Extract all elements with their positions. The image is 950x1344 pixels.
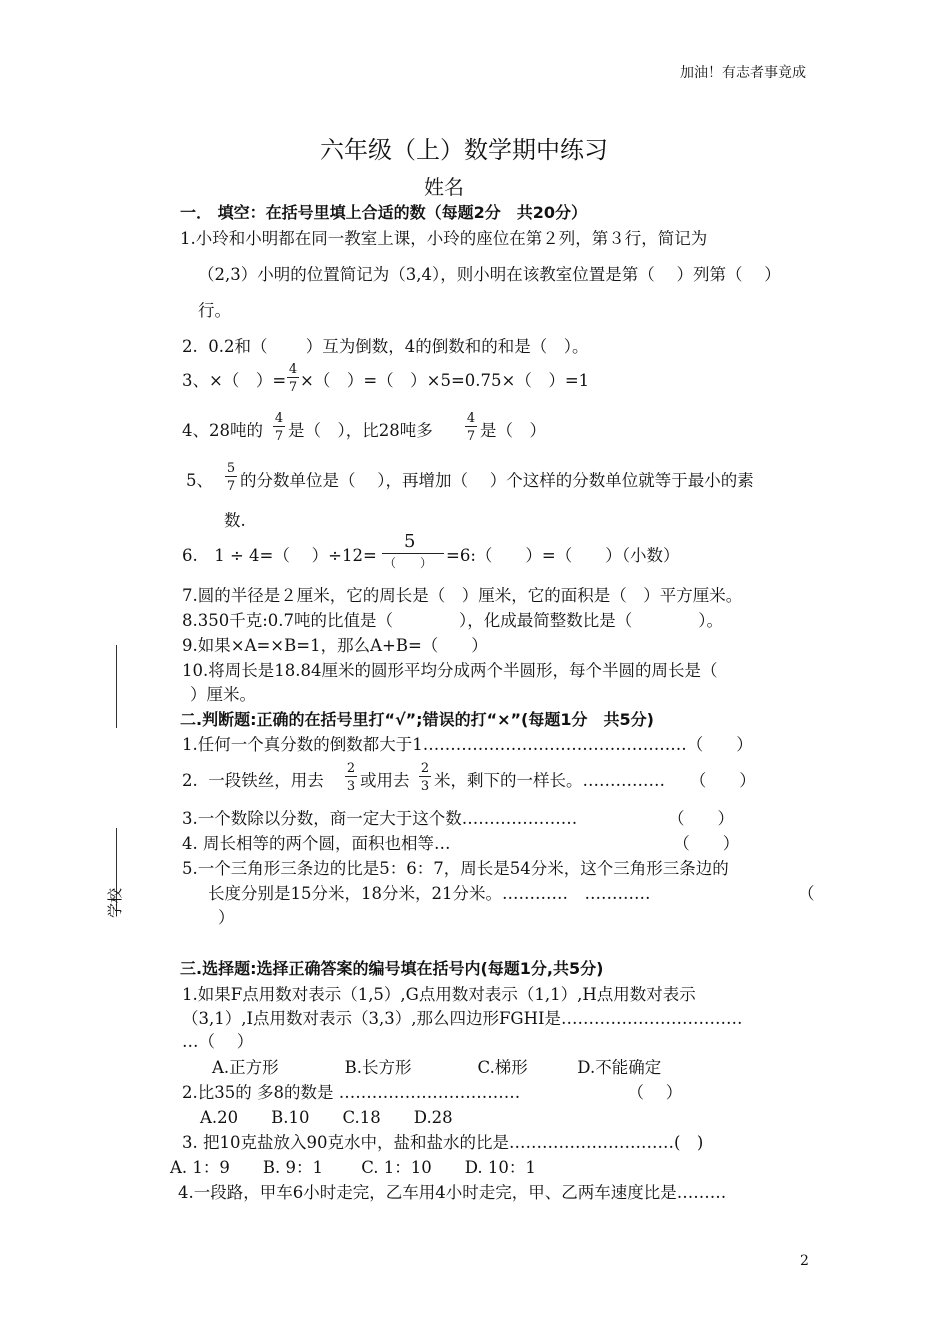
section3-heading: 三.选择题:选择正确答案的编号填在括号内(每题1分,共5分) [180, 959, 604, 978]
s1-q6-fraction-numerator: 5 [404, 531, 416, 552]
s1-q4-fraction1-numerator: 4 [274, 411, 284, 426]
s1-q5-fraction-numerator: 5 [226, 461, 236, 476]
s1-q4-fraction2-denominator: 7 [466, 429, 476, 444]
section2-heading: 二.判断题:正确的在括号里打“√”;错误的打“×”(每题1分 共5分) [180, 710, 654, 729]
school-label: 学校 [106, 887, 124, 918]
s1-q4-fraction1-bar [273, 426, 285, 427]
s1-q3-fraction-denominator: 7 [288, 380, 298, 395]
s1-q6-fraction-bar [382, 553, 444, 554]
s2-q2-fraction1-numerator: 2 [346, 761, 356, 776]
s1-q7: 7.圆的半径是２厘米，它的周长是（ ）厘米，它的面积是（ ）平方厘米。 [182, 586, 743, 605]
s2-q2-part-c: 米，剩下的一样长。…………… （ ） [434, 771, 756, 790]
page-number: 2 [800, 1253, 809, 1269]
s3-q1-line2: （3,1）,I点用数对表示（3,3）,那么四边形FGHI是…………………………… [182, 1009, 743, 1028]
s1-q1-line1: 1.小玲和小明都在同一教室上课，小玲的座位在第２列，第３行，简记为 [180, 229, 708, 248]
s1-q2: 2. 0.2和（ ）互为倒数，4的倒数和的和是（ ）。 [182, 337, 589, 356]
s1-q1-line3: 行。 [198, 301, 231, 320]
s2-q3: 3.一个数除以分数，商一定大于这个数………………… （ ） [182, 809, 734, 828]
s1-q1-line2: （2,3）小明的位置简记为（3,4），则小明在该教室位置是第（ ）列第（ ） [198, 265, 781, 284]
s2-q1: 1.任何一个真分数的倒数都大于1…………………………………………（ ） [182, 735, 753, 754]
s2-q2-fraction2-bar [419, 776, 431, 777]
s1-q6-fraction-denominator: （ ） [384, 556, 433, 570]
s1-q10-line2: ）厘米。 [190, 685, 256, 704]
s2-q5-open-paren: （ [798, 884, 815, 903]
s3-q1-line1: 1.如果F点用数对表示（1,5）,G点用数对表示（1,1）,H点用数对表示 [182, 985, 696, 1004]
s1-q4-fraction2-bar [465, 426, 477, 427]
s2-q2-fraction1-denominator: 3 [346, 779, 356, 794]
s1-q8: 8.350千克:0.7吨的比值是（ ），化成最简整数比是（ ）。 [182, 611, 724, 630]
header-motto: 加油！有志者事竟成 [680, 65, 806, 81]
s1-q4-part-a: 4、28吨的 [182, 421, 263, 440]
s2-q2-fraction1-bar [345, 776, 357, 777]
s1-q4-part-c: 是（ ） [480, 421, 546, 440]
s2-q2-part-a: 2. 一段铁丝，用去 [182, 771, 324, 790]
section1-heading: 一． 填空：在括号里填上合适的数（每题2分 共20分） [180, 203, 587, 222]
s1-q3-fraction-bar [287, 377, 299, 378]
s3-q2-options: A.20 B.10 C.18 D.28 [200, 1108, 453, 1127]
s2-q5-line1: 5.一个三角形三条边的比是5：6：7，周长是54分米，这个三角形三条边的 [182, 859, 729, 878]
s2-q2-fraction2-numerator: 2 [420, 761, 430, 776]
s2-q5-close-paren: ） [218, 908, 235, 927]
s3-q1-line3: …（ ） [182, 1032, 254, 1051]
s3-q3-options: A. 1：9 B. 9：1 C. 1：10 D. 10：1 [170, 1158, 536, 1177]
s1-q5-fraction-bar [225, 476, 237, 477]
s1-q3-part-b: ×（ ）=（ ）×5=0.75×（ ）=1 [300, 371, 590, 390]
name-label: 姓名 [424, 175, 464, 199]
s3-q2: 2.比35的 多8的数是 …………………………… （ ） [182, 1083, 683, 1102]
s1-q10-line1: 10.将周长是18.84厘米的圆形平均分成两个半圆形，每个半圆的周长是（ [182, 661, 718, 680]
page-title: 六年级（上）数学期中练习 [320, 136, 608, 164]
s1-q3-part-a: 3、×（ ）= [182, 371, 287, 390]
s3-q4: 4.一段路，甲车6小时走完，乙车用4小时走完，甲、乙两车速度比是……… [178, 1183, 727, 1202]
s1-q4-fraction1-denominator: 7 [274, 429, 284, 444]
s1-q5-fraction-denominator: 7 [226, 479, 236, 494]
s1-q4-fraction2-numerator: 4 [466, 411, 476, 426]
s3-q1-options: A.正方形 B.长方形 C.梯形 D.不能确定 [212, 1058, 662, 1077]
s2-q4: 4. 周长相等的两个圆，面积也相等… （ ） [182, 834, 740, 853]
s1-q3-fraction-numerator: 4 [288, 362, 298, 377]
s1-q5-line1: 的分数单位是（ ），再增加（ ）个这样的分数单位就等于最小的素 [240, 471, 754, 490]
s2-q5-line2: 长度分别是15分米，18分米，21分米。………… ………… [208, 884, 651, 903]
s2-q2-part-b: 或用去 [360, 771, 410, 790]
binding-line-upper [116, 645, 117, 728]
s1-q6-part-b: =6:（ ）=（ ）（小数） [446, 546, 680, 565]
s1-q9: 9.如果×A=×B=1，那么A+B=（ ） [182, 636, 488, 655]
s1-q4-part-b: 是（ ），比28吨多 [288, 421, 433, 440]
s2-q2-fraction2-denominator: 3 [420, 779, 430, 794]
s1-q6-part-a: 6. 1 ÷ 4=（ ）÷12= [182, 546, 377, 565]
s1-q5-line2: 数. [224, 511, 246, 530]
s3-q3: 3. 把10克盐放入90克水中，盐和盐水的比是…………………………( ) [182, 1133, 704, 1152]
s1-q5-number: 5、 [186, 471, 213, 490]
